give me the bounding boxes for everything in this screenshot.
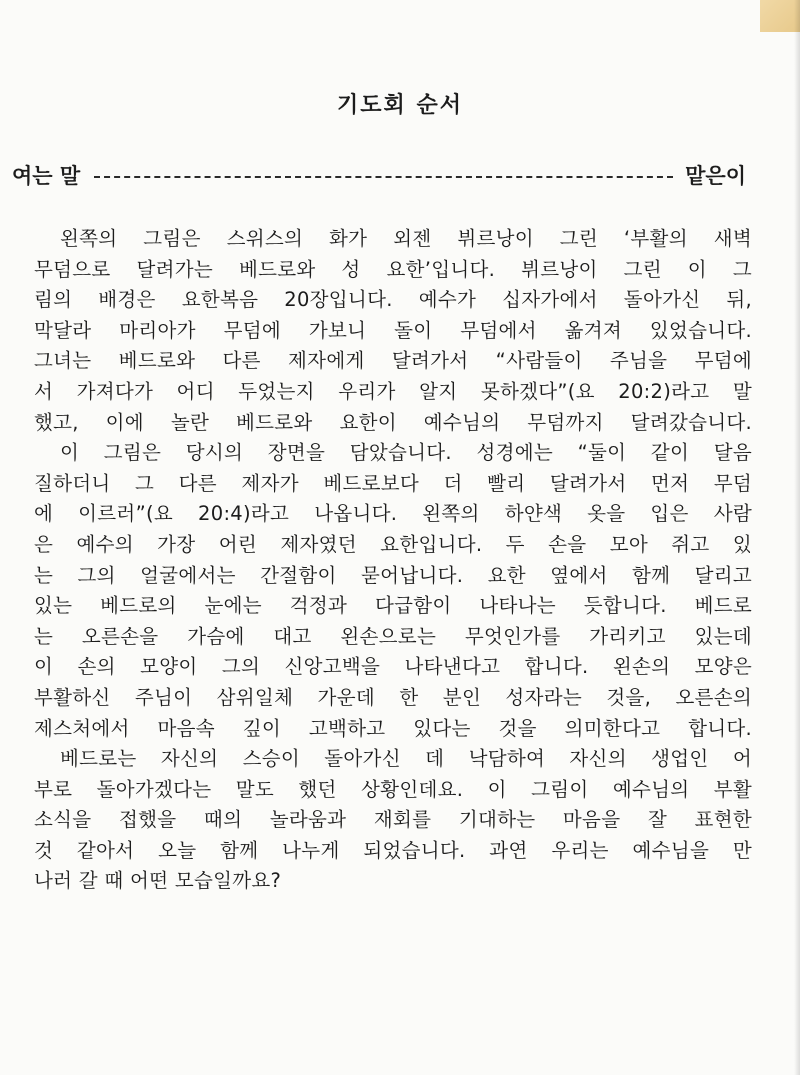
text-line: 에 이르러”(요 20:4)라고 나옵니다. 왼쪽의 하얀색 옷을 입은 사람 <box>34 502 752 526</box>
text-line: 이 그림은 당시의 장면을 담았습니다. 성경에는 “둘이 같이 달음 <box>60 441 752 465</box>
dotted-leader <box>94 176 673 178</box>
section-heading-row <box>12 160 746 190</box>
text-line: 는 그의 얼굴에서는 간절함이 묻어납니다. 요한 옆에서 함께 달리고 <box>34 563 752 587</box>
text-line: 제스처에서 마음속 깊이 고백하고 있다는 것을 의미한다고 합니다. <box>34 716 752 740</box>
text-line: 막달라 마리아가 무덤에 가보니 돌이 무덤에서 옮겨져 있었습니다. <box>34 318 752 342</box>
page-edge-shadow <box>794 0 800 1075</box>
body-text <box>34 224 752 897</box>
section-speaker: 맡은이 <box>685 164 746 188</box>
text-line: 은 예수의 가장 어린 제자였던 요한입니다. 두 손을 모아 쥐고 있 <box>34 532 752 556</box>
text-line: 는 오른손을 가슴에 대고 왼손으로는 무엇인가를 가리키고 있는데 <box>34 624 752 648</box>
text-line: 이 손의 모양이 그의 신앙고백을 나타낸다고 합니다. 왼손의 모양은 <box>34 655 752 679</box>
section-label: 여는 말 <box>12 164 81 188</box>
text-line: 나러 갈 때 어떤 모습일까요? <box>34 869 282 893</box>
text-line: 그녀는 베드로와 다른 제자에게 달려가서 “사람들이 주님을 무덤에 <box>34 349 752 373</box>
text-line: 소식을 접했을 때의 놀라움과 재회를 기대하는 마음을 잘 표현한 <box>34 808 752 832</box>
text-line: 부로 돌아가겠다는 말도 했던 상황인데요. 이 그림이 예수님의 부활 <box>34 777 752 801</box>
text-line: 부활하신 주님이 삼위일체 가운데 한 분인 성자라는 것을, 오른손의 <box>34 685 752 709</box>
text-line: 것 같아서 오늘 함께 나누게 되었습니다. 과연 우리는 예수님을 만 <box>34 838 752 862</box>
text-line: 했고, 이에 놀란 베드로와 요한이 예수님의 무덤까지 달려갔습니다. <box>34 410 752 434</box>
text-line: 왼쪽의 그림은 스위스의 화가 외젠 뷔르낭이 그린 ‘부활의 새벽 <box>60 227 752 250</box>
text-line: 있는 베드로의 눈에는 걱정과 다급함이 나타나는 듯합니다. 베드로 <box>34 594 752 618</box>
text-line: 서 가져다가 어디 두었는지 우리가 알지 못하겠다”(요 20:2)라고 말 <box>34 379 752 403</box>
page-title: 기도회 순서 <box>337 93 463 118</box>
text-line: 질하더니 그 다른 제자가 베드로보다 더 빨리 달려가서 먼저 무덤 <box>34 471 752 495</box>
text-line: 무덤으로 달려가는 베드로와 성 요한’입니다. 뷔르낭이 그린 이 그 <box>34 257 752 281</box>
text-line: 림의 배경은 요한복음 20장입니다. 예수가 십자가에서 돌아가신 뒤, <box>34 288 752 312</box>
text-line: 베드로는 자신의 스승이 돌아가신 데 낙담하여 자신의 생업인 어 <box>60 747 752 771</box>
